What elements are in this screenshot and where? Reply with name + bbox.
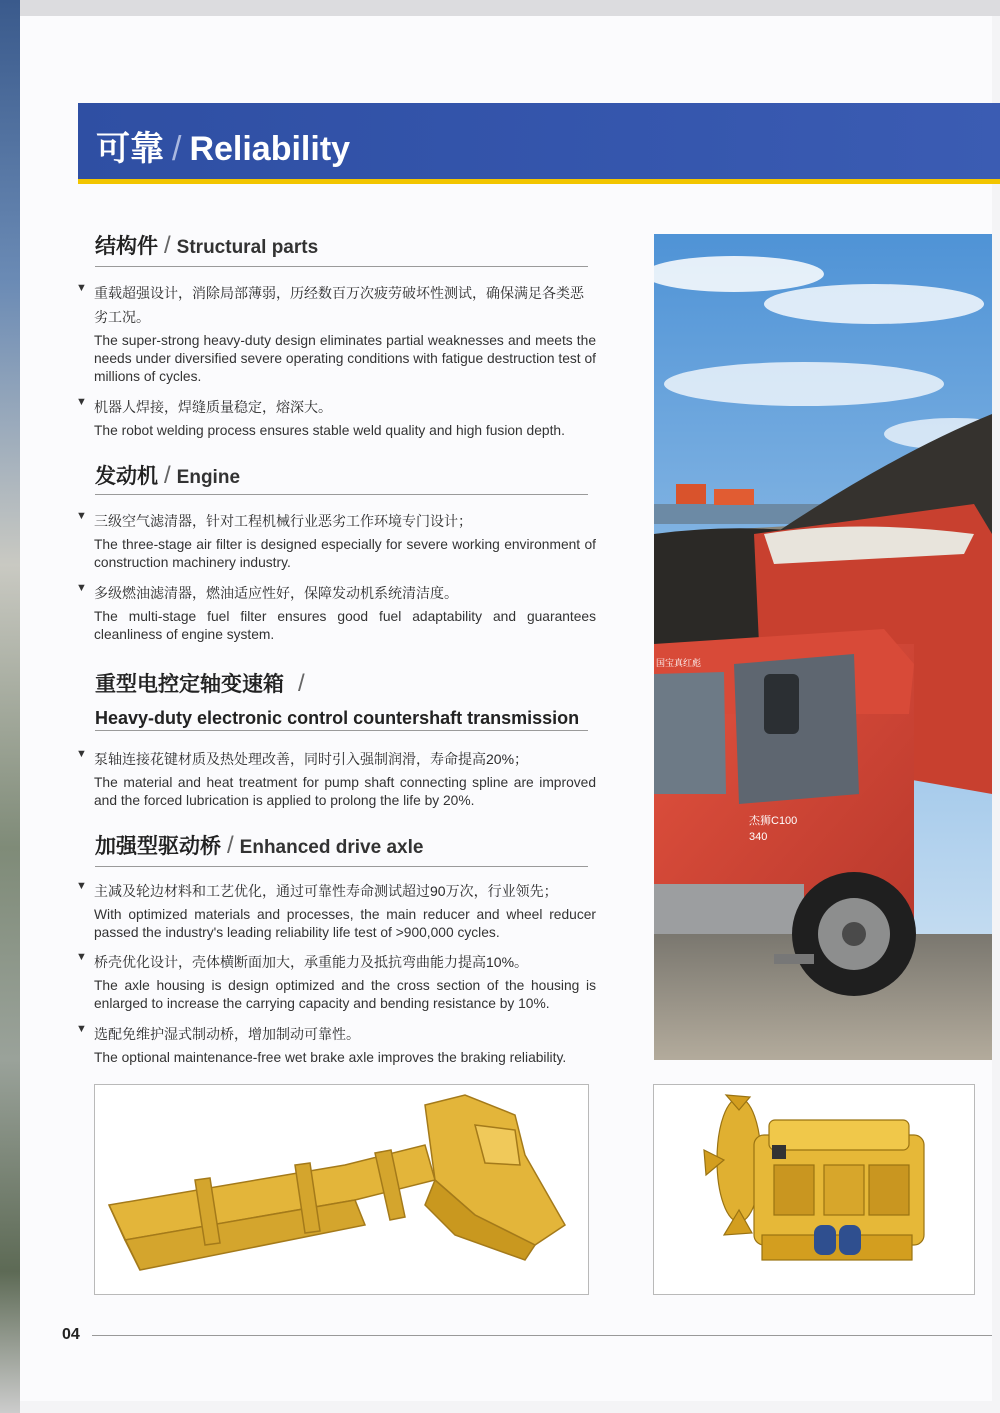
page-title [96, 121, 350, 170]
triangle-bullet-icon: ▼ [76, 880, 87, 892]
scan-edge-top [0, 0, 1000, 16]
section-title-en: Engine [176, 467, 241, 488]
bullet-text-cn: 桥壳优化设计，壳体横断面加大，承重能力及抵抗弯曲能力提高10%。 [94, 954, 529, 970]
triangle-bullet-icon: ▼ [76, 951, 87, 963]
bullet-text-cn: 重载超强设计，消除局部薄弱，历经数百万次疲劳破坏性测试，确保满足各类恶劣工况。 [94, 285, 584, 325]
section-title-cn: 发动机 [95, 465, 158, 488]
triangle-bullet-icon: ▼ [76, 396, 87, 408]
truck-photo [654, 234, 992, 1060]
bullet-item [76, 747, 596, 810]
truck-door-text-1: 杰狮C100 [749, 815, 798, 827]
footer-rule [92, 1335, 992, 1336]
bullet-text-en: The material and heat treatment for pump shaft connecting spline are improved and the forced lubrication is applied to prolong the life by 20%. [94, 775, 596, 808]
section-title-cn: 结构件 [95, 235, 158, 258]
bullet-text-cn: 泵轴连接花键材质及热处理改善，同时引入强制润滑，寿命提高20%； [94, 751, 529, 767]
bullet-item [76, 509, 596, 572]
truck-door-text-2: 340 [749, 831, 768, 843]
title-banner [78, 103, 1000, 184]
truck-cab-label: 国宝真红彪 [656, 658, 702, 668]
scan-edge-left [0, 0, 20, 1413]
bullet-text-en: The three-stage air filter is designed especially for severe working environment of construction machinery industry. [94, 537, 596, 570]
bullet-item [76, 581, 596, 644]
section-separator: / [164, 232, 171, 259]
section-title-cn: 重型电控定轴变速箱 [95, 673, 284, 696]
bullet-item [76, 1022, 596, 1067]
section-separator: / [298, 670, 305, 697]
section-separator: / [227, 832, 234, 859]
structural-frame-image [94, 1084, 589, 1295]
section-heading-transmission [95, 668, 588, 731]
page-title-en: Reliability [189, 130, 351, 168]
bullet-item [76, 395, 596, 440]
bullet-text-en: The optional maintenance-free wet brake axle improves the braking reliability. [94, 1050, 567, 1065]
page-title-separator: / [172, 130, 182, 168]
section-separator: / [164, 462, 171, 489]
section-title-cn: 加强型驱动桥 [95, 835, 221, 858]
page-number: 04 [62, 1326, 80, 1343]
triangle-bullet-icon: ▼ [76, 282, 87, 294]
section-title-en: Structural parts [176, 237, 319, 258]
engine-illustration [654, 1085, 974, 1294]
section-heading-engine [95, 460, 588, 495]
page-title-cn: 可靠 [96, 130, 164, 168]
truck-photo-illustration [654, 234, 992, 1060]
section-heading-structural [95, 230, 588, 267]
bullet-text-en: The robot welding process ensures stable weld quality and high fusion depth. [94, 423, 565, 438]
bullet-text-en: The super-strong heavy-duty design eliminates partial weaknesses and meets the needs under diversified severe operating conditions with fatigue destruction test of millions of cycles. [94, 333, 596, 384]
triangle-bullet-icon: ▼ [76, 1023, 87, 1035]
triangle-bullet-icon: ▼ [76, 582, 87, 594]
bullet-text-cn: 机器人焊接，焊缝质量稳定，熔深大。 [94, 399, 332, 415]
section-title-en: Heavy-duty electronic control countershaft transmission [95, 708, 580, 728]
bullet-text-cn: 主减及轮边材料和工艺优化，通过可靠性寿命测试超过90万次，行业领先； [94, 883, 558, 899]
engine-image [653, 1084, 975, 1295]
bullet-text-cn: 选配免维护湿式制动桥，增加制动可靠性。 [94, 1026, 360, 1042]
bullet-text-en: The axle housing is design optimized and the cross section of the housing is enlarged to increase the carrying capacity and bending resistance by 10%. [94, 978, 596, 1011]
triangle-bullet-icon: ▼ [76, 510, 87, 522]
bullet-text-cn: 多级燃油滤清器，燃油适应性好，保障发动机系统清洁度。 [94, 585, 458, 601]
bullet-text-en: With optimized materials and processes, the main reducer and wheel reducer passed the industry's leading reliability life test of >900,000 cycles. [94, 907, 596, 940]
section-title-en: Enhanced drive axle [239, 837, 424, 858]
bullet-item [76, 879, 596, 942]
bullet-text-en: The multi-stage fuel filter ensures good fuel adaptability and guarantees cleanliness of engine system. [94, 609, 596, 642]
triangle-bullet-icon: ▼ [76, 748, 87, 760]
bullet-text-cn: 三级空气滤清器，针对工程机械行业恶劣工作环境专门设计； [94, 513, 472, 529]
frame-illustration [95, 1085, 588, 1294]
bullet-item [76, 950, 596, 1013]
section-heading-drive-axle [95, 830, 588, 867]
bullet-item [76, 281, 596, 386]
